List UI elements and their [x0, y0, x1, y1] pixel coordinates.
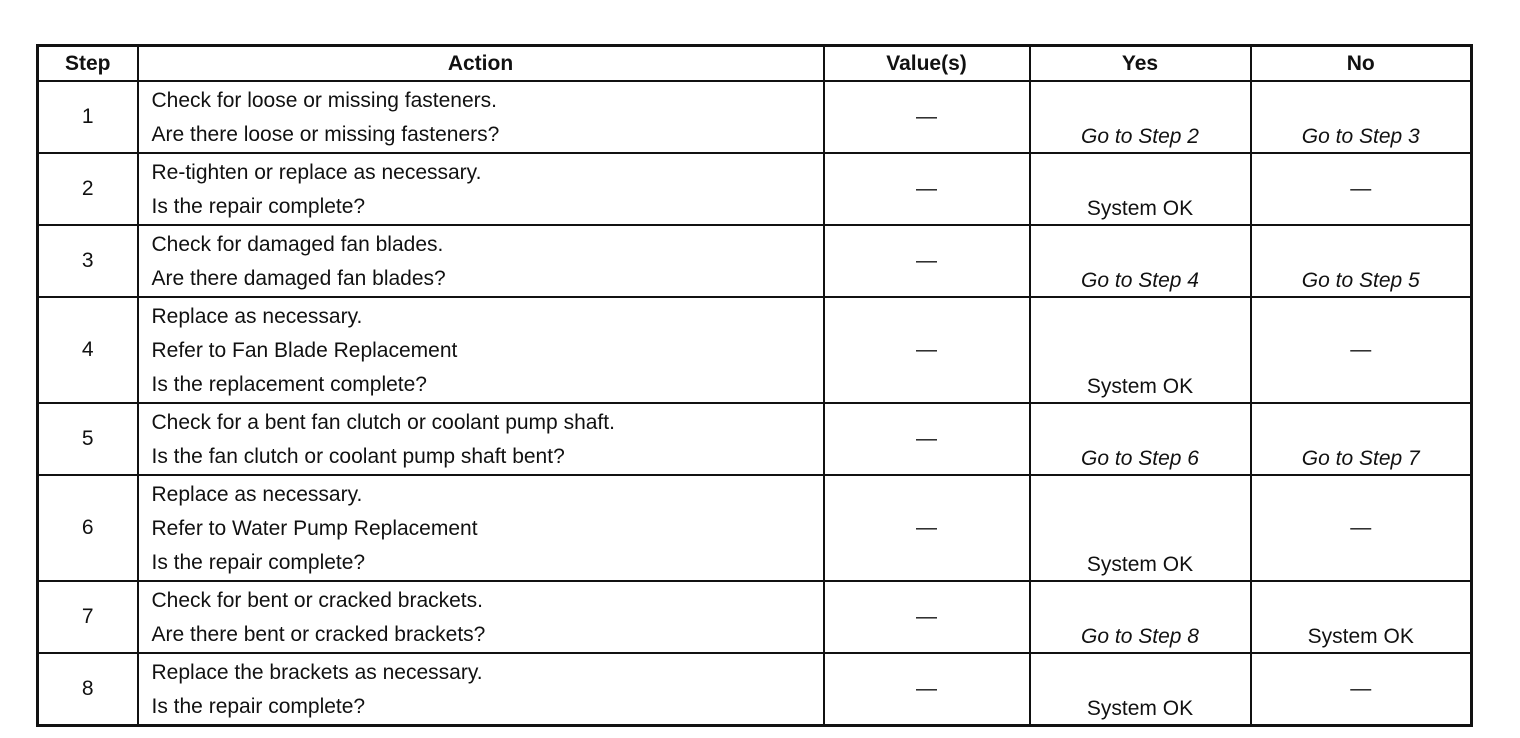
header-action: Action: [138, 46, 824, 82]
no-cell: [1251, 475, 1472, 581]
value-text: —: [916, 427, 937, 450]
action-line: Check for loose or missing fasteners.: [151, 89, 497, 112]
action-cell: [138, 153, 824, 225]
table-row: [38, 225, 1472, 297]
no-goto-step: Go to Step 3: [1301, 125, 1420, 148]
value-text: —: [916, 177, 937, 200]
action-line: Check for bent or cracked brackets.: [151, 589, 483, 612]
no-cell: [1251, 403, 1472, 475]
action-line: Re-tighten or replace as necessary.: [151, 161, 482, 184]
action-line: Replace the brackets as necessary.: [151, 661, 483, 684]
action-cell: [138, 653, 824, 726]
yes-goto-step: Go to Step 6: [1081, 447, 1199, 470]
yes-goto-step: Go to Step 8: [1081, 625, 1199, 648]
value-cell: [824, 653, 1030, 726]
yes-cell: [1030, 225, 1251, 297]
table-header: [38, 46, 1472, 82]
step-number: 5: [38, 403, 138, 475]
value-cell: [824, 225, 1030, 297]
value-cell: [824, 153, 1030, 225]
yes-cell: [1030, 153, 1251, 225]
step-number: 3: [38, 225, 138, 297]
step-number: 7: [38, 581, 138, 653]
header-yes: Yes: [1030, 46, 1251, 82]
yes-cell: [1030, 297, 1251, 403]
action-line: Is the fan clutch or coolant pump shaft bent?: [151, 445, 565, 468]
yes-result: System OK: [1086, 375, 1194, 398]
step-number: 1: [38, 81, 138, 153]
table-row: [38, 297, 1472, 403]
yes-result: System OK: [1086, 697, 1194, 720]
action-cell: [138, 297, 824, 403]
yes-cell: [1030, 403, 1251, 475]
step-number: 8: [38, 653, 138, 726]
value-text: —: [916, 677, 937, 700]
value-cell: [824, 581, 1030, 653]
yes-cell: [1030, 475, 1251, 581]
no-dash: —: [1350, 338, 1372, 361]
yes-result: System OK: [1086, 197, 1194, 220]
action-line: Are there loose or missing fasteners?: [151, 123, 500, 146]
action-cell: [138, 81, 824, 153]
no-goto-step: Go to Step 5: [1301, 269, 1420, 292]
header-row: [38, 46, 1472, 82]
action-line: Is the replacement complete?: [151, 373, 427, 396]
table-row: [38, 153, 1472, 225]
value-cell: [824, 297, 1030, 403]
table-row: [38, 81, 1472, 153]
no-goto-step: Go to Step 7: [1301, 447, 1420, 470]
action-line: Refer to Water Pump Replacement: [151, 517, 478, 540]
table-row: [38, 653, 1472, 726]
value-text: —: [916, 105, 937, 128]
action-line: Are there bent or cracked brackets?: [151, 623, 486, 646]
table-row: [38, 581, 1472, 653]
yes-goto-step: Go to Step 2: [1081, 125, 1199, 148]
no-dash: —: [1350, 177, 1372, 200]
no-cell: [1251, 653, 1472, 726]
table-body: [38, 81, 1472, 726]
no-cell: [1251, 81, 1472, 153]
diagnostic-table: [36, 44, 1473, 727]
action-line: Is the repair complete?: [151, 195, 366, 218]
table-row: [38, 475, 1472, 581]
action-line: Check for damaged fan blades.: [151, 233, 444, 256]
value-text: —: [916, 338, 937, 361]
yes-cell: [1030, 581, 1251, 653]
action-cell: [138, 225, 824, 297]
header-value: Value(s): [824, 46, 1030, 82]
value-text: —: [916, 605, 937, 628]
step-number: 2: [38, 153, 138, 225]
no-dash: —: [1350, 516, 1372, 539]
value-cell: [824, 81, 1030, 153]
step-number: 6: [38, 475, 138, 581]
yes-cell: [1030, 653, 1251, 726]
value-text: —: [916, 249, 937, 272]
action-cell: [138, 403, 824, 475]
action-line: Is the repair complete?: [151, 695, 366, 718]
step-number: 4: [38, 297, 138, 403]
no-cell: [1251, 225, 1472, 297]
action-line: Refer to Fan Blade Replacement: [151, 339, 458, 362]
header-no: No: [1251, 46, 1472, 82]
no-cell: [1251, 581, 1472, 653]
no-dash: —: [1350, 677, 1372, 700]
action-cell: [138, 581, 824, 653]
value-cell: [824, 475, 1030, 581]
no-cell: [1251, 153, 1472, 225]
table-row: [38, 403, 1472, 475]
action-line: Replace as necessary.: [151, 305, 363, 328]
yes-goto-step: Go to Step 4: [1081, 269, 1199, 292]
yes-cell: [1030, 81, 1251, 153]
header-step: Step: [38, 46, 138, 82]
value-text: —: [916, 516, 937, 539]
action-line: Are there damaged fan blades?: [151, 267, 446, 290]
action-line: Check for a bent fan clutch or coolant pump shaft.: [151, 411, 615, 434]
action-cell: [138, 475, 824, 581]
yes-result: System OK: [1086, 553, 1194, 576]
no-result: System OK: [1307, 625, 1414, 648]
action-line: Replace as necessary.: [151, 483, 363, 506]
action-line: Is the repair complete?: [151, 551, 366, 574]
value-cell: [824, 403, 1030, 475]
no-cell: [1251, 297, 1472, 403]
